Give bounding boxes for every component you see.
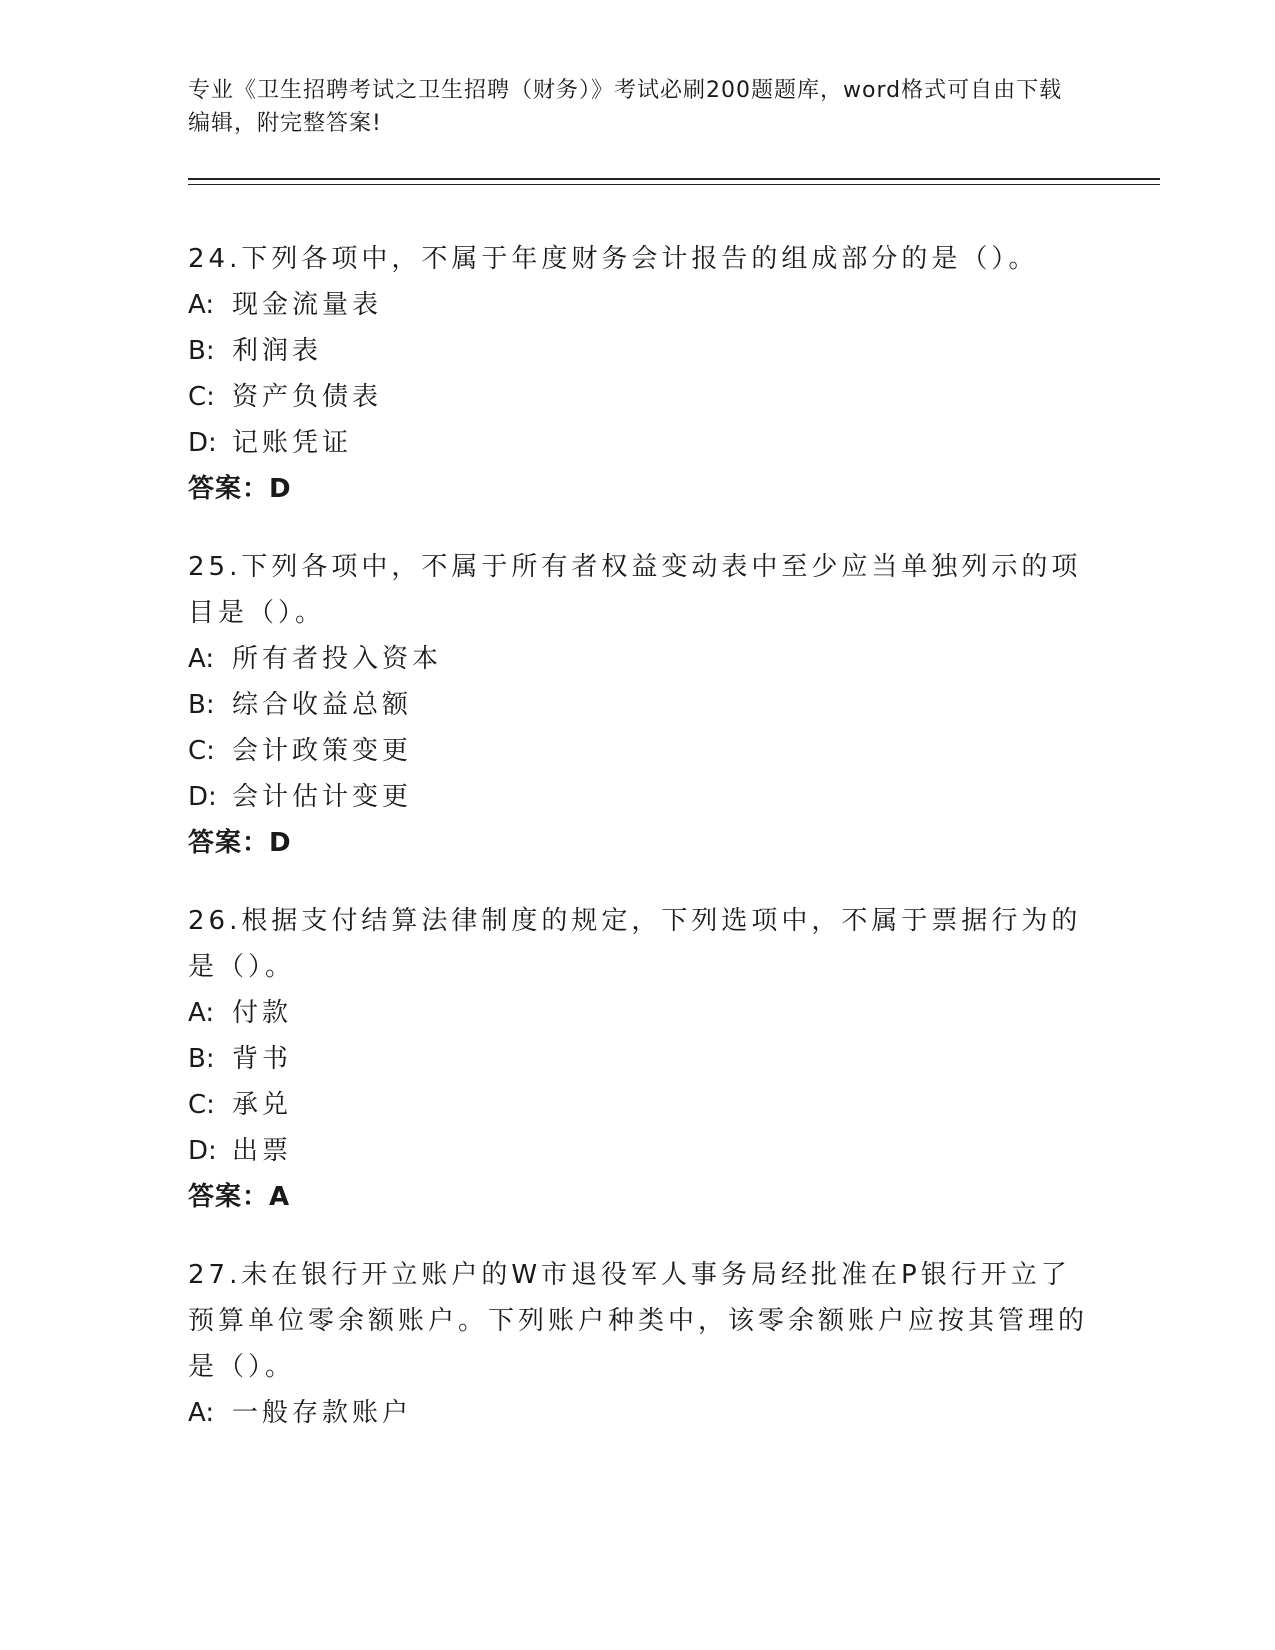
option-letter: B: [188, 1044, 215, 1074]
question-stem: 26.根据支付结算法律制度的规定，下列选项中，不属于票据行为的是（）。 [188, 906, 1082, 982]
option-c [188, 728, 1088, 774]
header-divider-secondary [188, 184, 1160, 185]
option-text: 现金流量表 [232, 290, 383, 320]
option-text: 背书 [232, 1044, 293, 1074]
question-27 [188, 1252, 1088, 1436]
option-b [188, 328, 1088, 374]
option-letter: A: [188, 290, 215, 320]
option-a [188, 282, 1088, 328]
option-d [188, 420, 1088, 466]
option-d [188, 1128, 1088, 1174]
option-a [188, 990, 1088, 1036]
option-c [188, 374, 1088, 420]
option-text: 出票 [232, 1136, 293, 1166]
option-text: 会计政策变更 [232, 736, 413, 766]
option-c [188, 1082, 1088, 1128]
option-letter: C: [188, 736, 215, 766]
option-a [188, 636, 1088, 682]
option-letter: D: [188, 428, 217, 458]
option-text: 付款 [232, 998, 293, 1028]
question-stem: 27.未在银行开立账户的W市退役军人事务局经批准在P银行开立了预算单位零余额账户。下列账户种类中，该零余额账户应按其管理的是（）。 [188, 1260, 1089, 1382]
option-text: 会计估计变更 [232, 782, 413, 812]
option-letter: B: [188, 336, 215, 366]
question-stem: 24.下列各项中，不属于年度财务会计报告的组成部分的是（）。 [188, 244, 1039, 274]
question-26 [188, 898, 1088, 1220]
document-header [188, 74, 1068, 140]
option-d [188, 774, 1088, 820]
question-list [188, 236, 1088, 1468]
question-24 [188, 236, 1088, 512]
option-letter: C: [188, 382, 215, 412]
answer-line: 答案：D [188, 828, 292, 858]
option-b [188, 1036, 1088, 1082]
option-text: 综合收益总额 [232, 690, 413, 720]
option-letter: D: [188, 1136, 217, 1166]
option-letter: A: [188, 644, 215, 674]
option-text: 所有者投入资本 [232, 644, 443, 674]
header-divider [188, 178, 1160, 180]
question-stem: 25.下列各项中，不属于所有者权益变动表中至少应当单独列示的项目是（）。 [188, 552, 1082, 628]
option-b [188, 682, 1088, 728]
option-letter: A: [188, 998, 215, 1028]
option-letter: C: [188, 1090, 215, 1120]
document-title: 专业《卫生招聘考试之卫生招聘（财务）》考试必刷200题题库，word格式可自由下载编辑，附完整答案! [188, 78, 1063, 136]
option-letter: D: [188, 782, 217, 812]
option-text: 资产负债表 [232, 382, 383, 412]
question-25 [188, 544, 1088, 866]
answer-line: 答案：D [188, 474, 292, 504]
option-text: 利润表 [232, 336, 323, 366]
option-text: 记账凭证 [232, 428, 353, 458]
option-letter: A: [188, 1398, 215, 1428]
answer-line: 答案：A [188, 1182, 291, 1212]
option-text: 一般存款账户 [232, 1398, 413, 1428]
option-letter: B: [188, 690, 215, 720]
option-a [188, 1390, 1088, 1436]
option-text: 承兑 [232, 1090, 293, 1120]
